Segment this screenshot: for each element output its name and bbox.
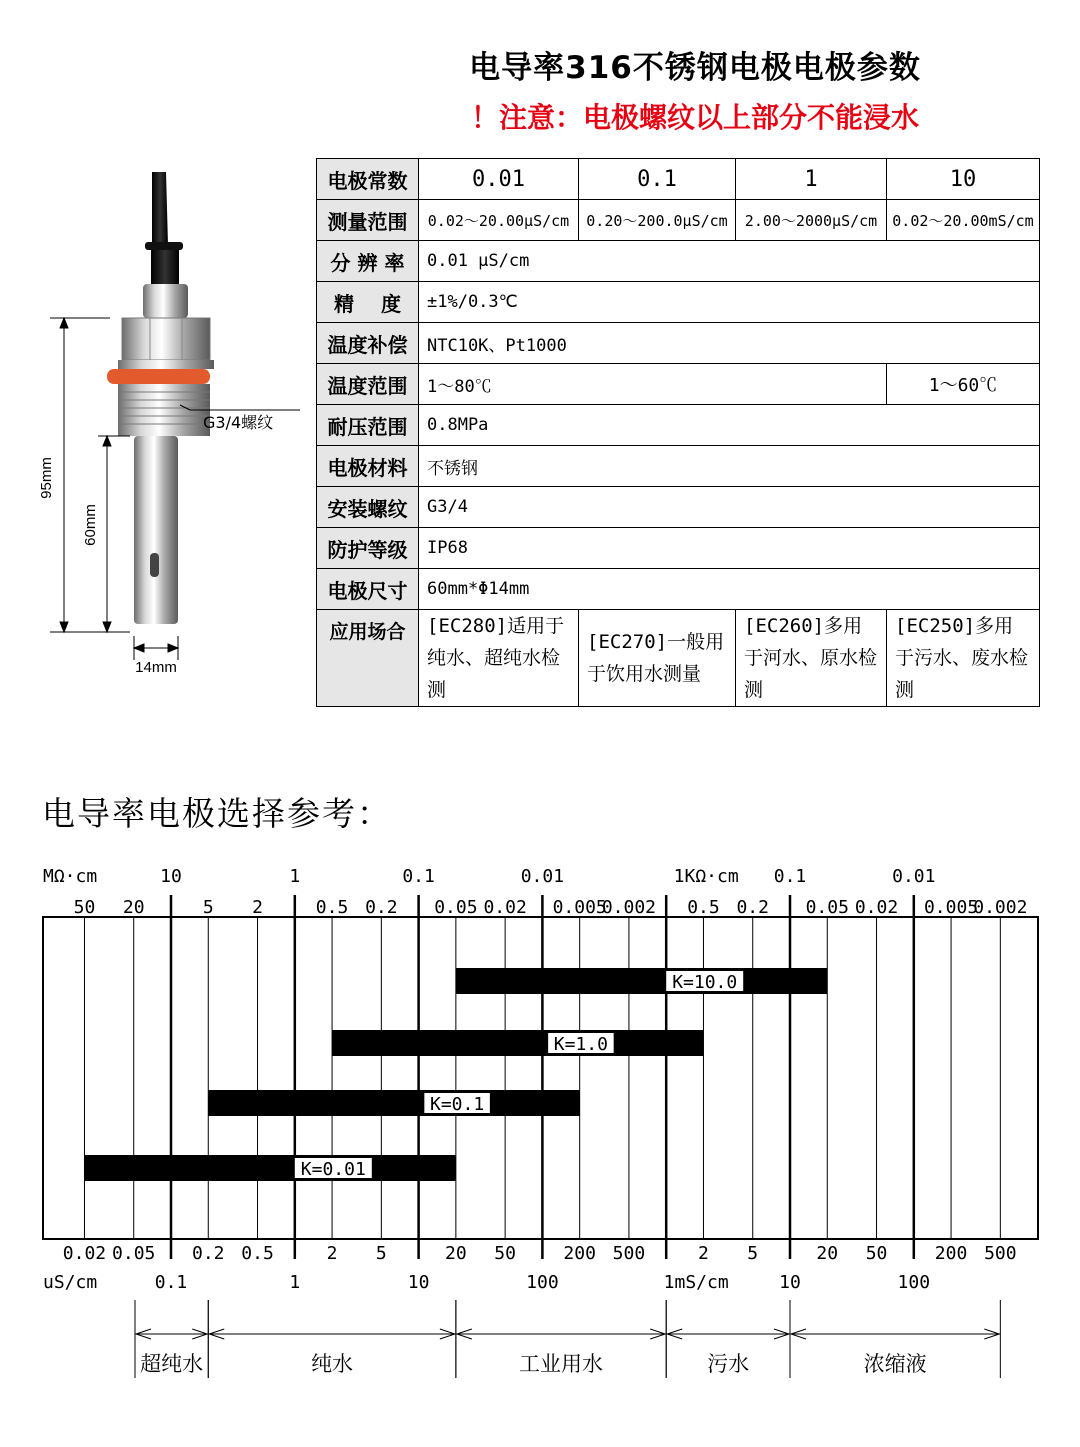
bottom-major-label: 1	[289, 1272, 301, 1293]
application-value: [EC280]适用于纯水、超纯水检测	[419, 610, 579, 707]
bottom-minor-label: 200	[563, 1243, 596, 1264]
page-title: 电导率316不锈钢电极电极参数	[469, 50, 921, 86]
top-minor-label: 5	[202, 897, 214, 918]
scale-frame	[43, 917, 1038, 1239]
top-minor-label: 0.02	[483, 897, 527, 918]
range-bar-label: K=0.01	[300, 1159, 366, 1180]
top-unit-label: MΩ·cm	[43, 866, 98, 887]
temp-range-value-2: 1～60℃	[887, 364, 1040, 405]
temp-comp-value: NTC10K、Pt1000	[419, 323, 1040, 364]
range-bar-label: K=0.1	[430, 1094, 485, 1115]
row-header-size: 电极尺寸	[317, 569, 419, 610]
accuracy-value: ±1%/0.3℃	[419, 282, 1040, 323]
top-minor-label: 0.2	[736, 897, 769, 918]
resolution-value: 0.01 μS/cm	[419, 241, 1040, 282]
bottom-minor-label: 5	[375, 1243, 387, 1264]
range-value: 0.20～200.0μS/cm	[579, 200, 736, 241]
zone-label: 浓缩液	[863, 1352, 927, 1376]
zone-label: 超纯水	[140, 1352, 204, 1376]
top-major-label: 0.1	[773, 866, 807, 887]
range-value: 0.02～20.00mS/cm	[887, 200, 1040, 241]
bottom-major-label: 100	[897, 1272, 931, 1293]
top-major-label: 0.01	[520, 866, 565, 887]
bottom-minor-label: 0.2	[192, 1243, 225, 1264]
zone-label: 工业用水	[519, 1352, 604, 1376]
bottom-minor-label: 500	[984, 1243, 1017, 1264]
zone-label: 污水	[707, 1352, 750, 1376]
bottom-minor-label: 50	[865, 1243, 888, 1264]
bottom-minor-label: 2	[698, 1243, 709, 1264]
bottom-minor-label: 2	[326, 1243, 338, 1264]
bottom-minor-label: 0.05	[112, 1243, 156, 1264]
material-value: 不锈钢	[419, 446, 1040, 487]
top-major-label: 10	[160, 866, 182, 887]
top-minor-label: 20	[122, 897, 145, 918]
top-major-label: 1	[289, 866, 301, 887]
constant-value: 1	[736, 159, 887, 200]
range-bar-label: K=1.0	[553, 1034, 608, 1055]
application-value: [EC250]多用于污水、废水检测	[887, 610, 1040, 707]
bottom-minor-label: 5	[747, 1243, 759, 1264]
protection-value: IP68	[419, 528, 1040, 569]
top-minor-label: 0.002	[601, 897, 657, 918]
top-minor-label: 0.002	[973, 897, 1028, 918]
application-value: [EC260]多用于河水、原水检测	[736, 610, 887, 707]
dimension-diameter-label: 14mm	[135, 659, 177, 676]
top-minor-label: 0.05	[805, 897, 849, 918]
row-header-accuracy: 精 度	[317, 282, 419, 323]
thread-value: G3/4	[419, 487, 1040, 528]
row-header-constant: 电极常数	[317, 159, 419, 200]
row-header-material: 电极材料	[317, 446, 419, 487]
zone-label: 纯水	[311, 1352, 354, 1376]
top-minor-label: 0.2	[365, 897, 398, 918]
bottom-minor-label: 20	[445, 1243, 467, 1264]
water-zones	[135, 1300, 1000, 1378]
range-value: 2.00～2000μS/cm	[736, 200, 887, 241]
bottom-minor-label: 0.02	[62, 1243, 107, 1264]
row-header-pressure: 耐压范围	[317, 405, 419, 446]
range-value: 0.02～20.00μS/cm	[419, 200, 579, 241]
bottom-major-label: 0.1	[154, 1272, 188, 1293]
application-value: [EC270]一般用于饮用水测量	[579, 610, 736, 707]
constant-value: 10	[887, 159, 1040, 200]
row-header-protection: 防护等级	[317, 528, 419, 569]
top-minor-label: 50	[73, 897, 96, 918]
top-minor-label: 0.02	[854, 897, 899, 918]
range-bar	[332, 1030, 703, 1056]
temp-range-value: 1～80℃	[419, 364, 887, 405]
bottom-major-label: 10	[779, 1272, 801, 1293]
dimension-lower-label: 60mm	[82, 504, 99, 546]
top-minor-label: 0.5	[315, 897, 349, 918]
size-value: 60mm*Φ14mm	[419, 569, 1040, 610]
pressure-value: 0.8MPa	[419, 405, 1040, 446]
warning-text: ！注意：电极螺纹以上部分不能浸水	[470, 101, 919, 134]
range-bar	[456, 968, 827, 994]
row-header-application: 应用场合	[317, 610, 419, 707]
top-minor-label: 2	[252, 897, 263, 918]
bottom-major-label: 100	[526, 1272, 559, 1293]
top-minor-label: 0.05	[434, 897, 478, 918]
row-header-range: 测量范围	[317, 200, 419, 241]
bottom-minor-label: 500	[612, 1243, 646, 1264]
row-header-temp-comp: 温度补偿	[317, 323, 419, 364]
top-minor-label: 0.5	[687, 897, 720, 918]
bottom-major-label: 10	[407, 1272, 430, 1293]
top-major-label: 0.1	[402, 866, 435, 887]
bottom-unit-label: uS/cm	[43, 1272, 98, 1293]
bottom-minor-label: 0.5	[241, 1243, 274, 1264]
constant-value: 0.01	[419, 159, 579, 200]
thread-label: G3/4螺纹	[203, 413, 274, 432]
top-minor-label: 0.005	[923, 897, 979, 918]
bottom-minor-label: 20	[816, 1243, 839, 1264]
bottom-minor-label: 50	[494, 1243, 516, 1264]
range-bar-label: K=10.0	[672, 972, 738, 993]
row-header-resolution: 分 辨 率	[317, 241, 419, 282]
dimension-total-label: 95mm	[38, 457, 55, 499]
bottom-unit-label: 1mS/cm	[663, 1272, 729, 1293]
bottom-minor-label: 200	[934, 1243, 968, 1264]
top-major-label: 0.01	[892, 866, 936, 887]
constant-value: 0.1	[579, 159, 736, 200]
range-bar	[84, 1155, 455, 1181]
row-header-thread: 安装螺纹	[317, 487, 419, 528]
top-minor-label: 0.005	[552, 897, 607, 918]
row-header-temp-range: 温度范围	[317, 364, 419, 405]
selection-title: 电导率电极选择参考：	[42, 794, 392, 833]
top-unit-label: 1KΩ·cm	[673, 866, 739, 887]
range-bar	[208, 1090, 579, 1116]
